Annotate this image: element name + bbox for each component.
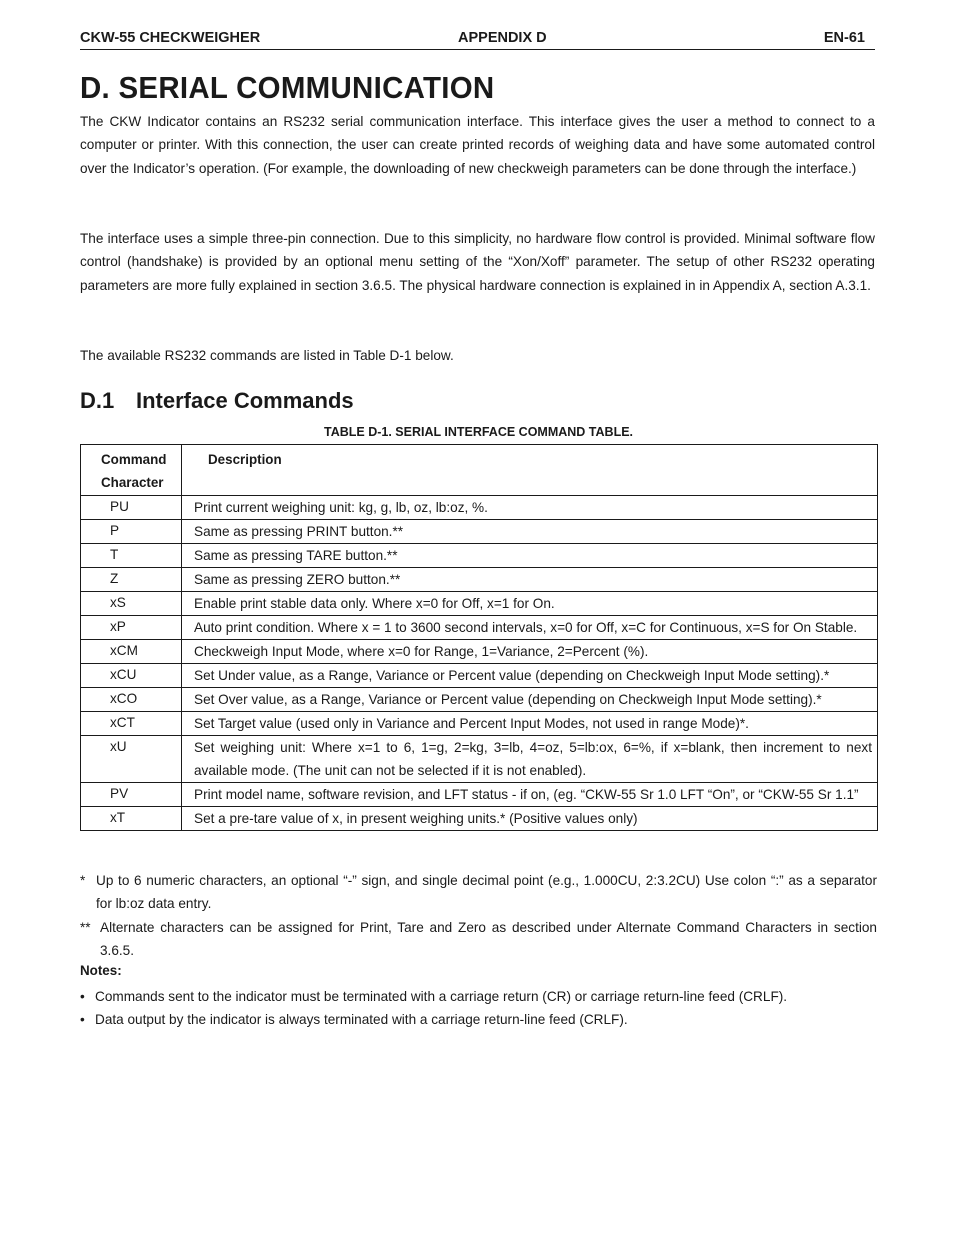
table-row — [81, 496, 878, 520]
footnote-mark: * — [80, 873, 86, 888]
table-row — [81, 783, 878, 807]
note-text: Commands sent to the indicator must be terminated with a carriage return (CR) or carriage return-line feed (CRLF). — [95, 989, 788, 1004]
command-character-cell: xU — [81, 736, 182, 783]
section-number: D.1 — [80, 388, 115, 413]
table-row — [81, 640, 878, 664]
table-row — [81, 616, 878, 640]
command-description-cell: Same as pressing ZERO button.** — [182, 568, 878, 592]
section-heading — [80, 388, 354, 414]
header-command-character — [81, 445, 182, 496]
command-character-cell: PU — [81, 496, 182, 520]
command-character-cell: P — [81, 520, 182, 544]
command-character-cell: xCU — [81, 664, 182, 688]
command-description-cell: Set weighing unit: Where x=1 to 6, 1=g, 2=kg, 3=lb, 4=oz, 5=lb:ox, 6=%, if x=blank, then increment to next available mode. (The unit can not be selected if it is not enabled). — [182, 736, 878, 783]
table-row — [81, 664, 878, 688]
table-row — [81, 544, 878, 568]
footnote-single-star — [80, 869, 877, 916]
bullet-icon: • — [80, 989, 85, 1004]
table-row — [81, 688, 878, 712]
header-description: Description — [182, 445, 878, 496]
command-description-cell: Enable print stable data only. Where x=0 for Off, x=1 for On. — [182, 592, 878, 616]
command-character-cell: xCM — [81, 640, 182, 664]
command-character-cell: xP — [81, 616, 182, 640]
table-header-row — [81, 445, 878, 496]
command-description-cell: Set a pre-tare value of x, in present weighing units.* (Positive values only) — [182, 807, 878, 831]
command-description-cell: Auto print condition. Where x = 1 to 3600 second intervals, x=0 for Off, x=C for Continuous, x=S for On Stable. — [182, 616, 878, 640]
table-row — [81, 807, 878, 831]
page-title: D. SERIAL COMMUNICATION — [80, 70, 495, 105]
intro-paragraph: The CKW Indicator contains an RS232 serial communication interface. This interface gives the user a method to connect to a computer or printer. With this connection, the user can create printed records of weighing data and have some automated control over the Indicator’s operation. (For example, the downloading of new checkweigh parameters can be done through the interface.) — [80, 114, 875, 176]
header-appendix: APPENDIX D — [458, 30, 547, 46]
section-title-text: Interface Commands — [136, 388, 354, 413]
command-description-cell: Print current weighing unit: kg, g, lb, oz, lb:oz, %. — [182, 496, 878, 520]
header-page-number: EN-61 — [823, 30, 865, 46]
command-description-cell: Same as pressing TARE button.** — [182, 544, 878, 568]
command-description-cell: Set Under value, as a Range, Variance or Percent value (depending on Checkweigh Input Mode setting).* — [182, 664, 878, 688]
command-description-cell: Same as pressing PRINT button.** — [182, 520, 878, 544]
footnote-double-star — [80, 916, 877, 963]
notes-label: Notes: — [80, 963, 122, 978]
command-description-cell: Print model name, software revision, and LFT status - if on, (eg. “CKW-55 Sr 1.0 LFT “On”, or “CKW-55 Sr 1.1” — [182, 783, 878, 807]
table-caption: TABLE D-1. SERIAL INTERFACE COMMAND TABLE. — [323, 425, 634, 439]
command-description-cell: Set Over value, as a Range, Variance or Percent value (depending on Checkweigh Input Mode setting).* — [182, 688, 878, 712]
note-item — [80, 1008, 877, 1031]
header-product-name: CKW-55 CHECKWEIGHER — [80, 30, 261, 46]
command-character-cell: PV — [81, 783, 182, 807]
command-character-cell: xT — [81, 807, 182, 831]
page-header — [80, 29, 875, 50]
header-command-line2: Character — [101, 474, 164, 490]
table-row — [81, 592, 878, 616]
footnote-text: Alternate characters can be assigned for Print, Tare and Zero as described under Alternate Command Characters in section 3.6.5. — [100, 920, 877, 959]
table-row — [81, 736, 878, 783]
command-character-cell: xCO — [81, 688, 182, 712]
command-character-cell: T — [81, 544, 182, 568]
command-character-cell: xS — [81, 592, 182, 616]
command-description-cell: Set Target value (used only in Variance and Percent Input Modes, not used in range Mode)*. — [182, 712, 878, 736]
commands-paragraph: The available RS232 commands are listed in Table D-1 below. — [80, 348, 454, 363]
interface-paragraph: The interface uses a simple three-pin connection. Due to this simplicity, no hardware flow control is provided. Minimal software flow control (handshake) is provided by an optional menu setting of the “Xon/Xoff” parameter. The setup of other RS232 operating parameters are more fully explained in section 3.6.5. The physical hardware connection is explained in in Appendix A, section A.3.1. — [80, 231, 875, 293]
bullet-icon: • — [80, 1012, 85, 1027]
command-description-cell: Checkweigh Input Mode, where x=0 for Range, 1=Variance, 2=Percent (%). — [182, 640, 878, 664]
note-item — [80, 985, 877, 1008]
command-character-cell: Z — [81, 568, 182, 592]
note-text: Data output by the indicator is always terminated with a carriage return-line feed (CRLF). — [95, 1012, 628, 1027]
table-body — [81, 496, 878, 831]
footnote-text: Up to 6 numeric characters, an optional “-” sign, and single decimal point (e.g., 1.000CU, 2:3.2CU) Use colon “:” as a separator for lb:oz data entry. — [96, 873, 877, 912]
table-row — [81, 520, 878, 544]
command-table — [80, 444, 878, 831]
header-command-line1: Command — [101, 452, 167, 467]
footnote-mark: ** — [80, 920, 91, 935]
table-row — [81, 568, 878, 592]
command-character-cell: xCT — [81, 712, 182, 736]
table-row — [81, 712, 878, 736]
